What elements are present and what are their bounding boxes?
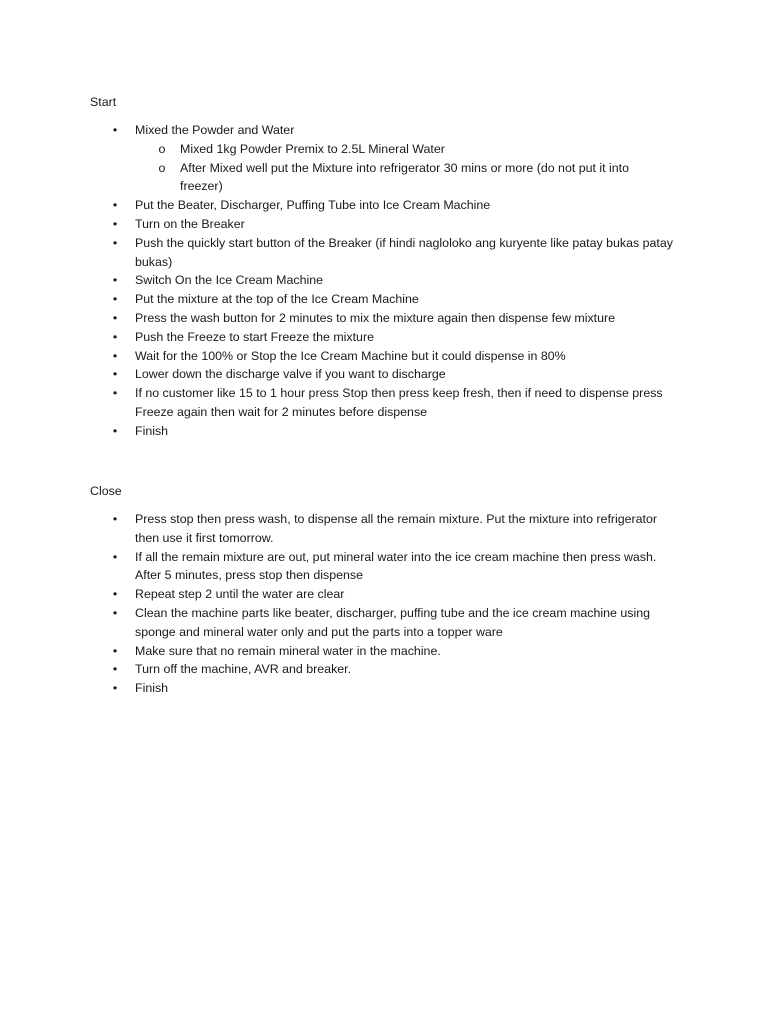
bullet-icon: • <box>112 216 118 231</box>
list-item-text: Put the Beater, Discharger, Puffing Tube into Ice Cream Machine <box>135 198 491 213</box>
bullet-icon: • <box>112 348 118 363</box>
list-item <box>0 328 680 347</box>
list-item-text: If no customer like 15 to 1 hour press Stop then press keep fresh, then if need to dispense press Freeze again then wait for 2 minutes before dispense <box>135 386 663 419</box>
list-item <box>0 585 680 604</box>
list-item-text: Press stop then press wash, to dispense all the remain mixture. Put the mixture into refrigerator then use it first tomorrow. <box>135 512 658 545</box>
list-item <box>0 271 680 290</box>
sub-list-item-text: After Mixed well put the Mixture into refrigerator 30 mins or more (do not put it into freezer) <box>180 160 630 194</box>
list-item-text: Push the Freeze to start Freeze the mixture <box>135 329 374 344</box>
list-item <box>0 347 680 366</box>
sub-bullet-icon: o <box>158 141 166 156</box>
bullet-icon: • <box>112 329 118 344</box>
list-item <box>0 215 680 234</box>
list-item <box>0 660 680 679</box>
bullet-icon: • <box>112 681 118 696</box>
sub-bullet-icon: o <box>158 160 166 175</box>
list-item-text: Put the mixture at the top of the Ice Cream Machine <box>135 292 419 307</box>
sub-list <box>135 140 680 196</box>
bullet-icon: • <box>112 235 118 250</box>
list-item-text: Finish <box>135 681 169 696</box>
list-item <box>0 309 680 328</box>
sub-list-item <box>135 159 675 197</box>
list-item-text: Press the wash button for 2 minutes to mix the mixture again then dispense few mixture <box>135 310 616 325</box>
list-item-text: Make sure that no remain mineral water in the machine. <box>135 643 441 658</box>
list-item <box>0 422 680 441</box>
bullet-icon: • <box>112 292 118 307</box>
list-item-text: Repeat step 2 until the water are clear <box>135 587 345 602</box>
sub-list-item <box>135 140 675 159</box>
start-list <box>0 121 768 441</box>
list-item-text: Lower down the discharge valve if you want to discharge <box>135 367 446 382</box>
list-item <box>0 365 680 384</box>
bullet-icon: • <box>112 605 118 620</box>
bullet-icon: • <box>112 123 118 137</box>
list-item <box>0 196 680 215</box>
list-item <box>0 121 680 196</box>
list-item <box>0 642 680 661</box>
bullet-icon: • <box>112 386 118 401</box>
list-item <box>0 548 680 586</box>
list-item-text: Switch On the Ice Cream Machine <box>135 273 324 288</box>
list-item-text: Mixed the Powder and Water <box>135 123 295 137</box>
sub-list-item-text: Mixed 1kg Powder Premix to 2.5L Mineral Water <box>180 141 445 156</box>
bullet-icon: • <box>112 549 118 564</box>
bullet-icon: • <box>112 587 118 602</box>
list-item-text: Clean the machine parts like beater, discharger, puffing tube and the ice cream machine using sponge and mineral water only and put the parts into a topper ware <box>135 605 650 639</box>
list-item <box>0 510 680 548</box>
bullet-icon: • <box>112 512 118 526</box>
bullet-icon: • <box>112 643 118 658</box>
list-item-text: Turn off the machine, AVR and breaker. <box>135 662 352 677</box>
close-heading: Close <box>90 484 122 498</box>
close-list <box>0 510 768 698</box>
list-item <box>0 604 680 642</box>
list-item-text: Push the quickly start button of the Breaker (if hindi nagloloko ang kuryente like patay bukas patay bukas) <box>135 235 673 269</box>
list-item-text: Turn on the Breaker <box>135 216 245 231</box>
bullet-icon: • <box>112 423 118 438</box>
bullet-icon: • <box>112 273 118 288</box>
list-item <box>0 234 680 272</box>
list-item-text: Finish <box>135 423 169 438</box>
bullet-icon: • <box>112 310 118 325</box>
start-heading: Start <box>90 95 117 109</box>
list-item <box>0 290 680 309</box>
bullet-icon: • <box>112 662 118 677</box>
list-item-text: If all the remain mixture are out, put mineral water into the ice cream machine then press wash. After 5 minutes, press stop then dispense <box>135 549 657 583</box>
list-item <box>0 384 680 422</box>
list-item <box>0 679 680 698</box>
bullet-icon: • <box>112 198 118 213</box>
bullet-icon: • <box>112 367 118 382</box>
list-item-text: Wait for the 100% or Stop the Ice Cream Machine but it could dispense in 80% <box>135 348 566 363</box>
